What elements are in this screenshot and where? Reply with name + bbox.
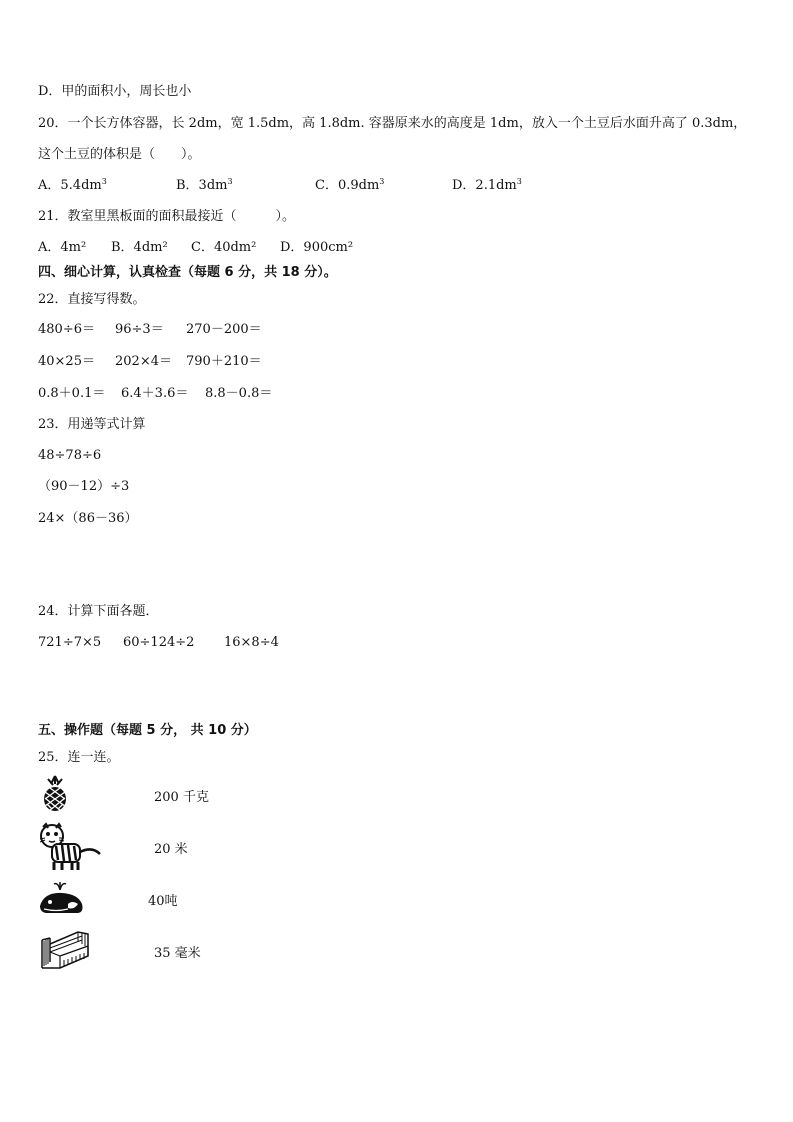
q19-option-d: D．甲的面积小，周长也小: [38, 84, 192, 99]
q22-item: 480÷6＝: [38, 322, 95, 337]
q25-answer: 35 毫米: [154, 946, 201, 961]
q20-option-a: A．$5.4dm^3$: [38, 177, 107, 193]
pineapple-icon: [38, 774, 72, 816]
q25-answer: 40吨: [148, 894, 178, 909]
q23-stem: 23．用递等式计算: [38, 417, 146, 432]
q21-option-a: A．4m²: [38, 240, 87, 255]
q22-item: 8.8－0.8＝: [205, 386, 273, 401]
q22-item: 96÷3＝: [115, 322, 164, 337]
q24-stem: 24．计算下面各题．: [38, 604, 159, 619]
q21-option-c: C．40dm²: [191, 240, 257, 255]
q24-item: 60÷124÷2: [123, 635, 195, 650]
q22-item: 40×25＝: [38, 354, 95, 369]
tiger-icon: [38, 822, 102, 876]
q20-option-b: B．$3dm^3$: [176, 177, 233, 193]
q21-option-d: D．900cm²: [280, 240, 354, 255]
q25-stem: 25．连一连。: [38, 750, 120, 765]
q21-stem: 21．教室里黑板面的面积最接近（ ）。: [38, 209, 296, 224]
q24-item: 721÷7×5: [38, 635, 102, 650]
q21-option-b: B．4dm²: [111, 240, 168, 255]
bed-icon: [38, 926, 92, 974]
q23-item: 48÷78÷6: [38, 448, 102, 463]
section-5-heading: 五、操作题（每题 5 分， 共 10 分）: [38, 723, 257, 738]
q20-option-d: D．$2.1dm^3$: [452, 177, 522, 193]
q24-item: 16×8÷4: [224, 635, 279, 650]
q22-item: 0.8＋0.1＝: [38, 386, 106, 401]
q22-item: 6.4＋3.6＝: [121, 386, 189, 401]
q22-item: 202×4＝: [115, 354, 172, 369]
q23-item: 24×（86－36）: [38, 511, 138, 526]
section-4-heading: 四、细心计算，认真检查（每题 6 分，共 18 分）。: [38, 265, 337, 280]
q23-item: （90－12）÷3: [38, 479, 130, 494]
q22-item: 270－200＝: [186, 322, 262, 337]
q20-stem-line1: 20．一个长方体容器，长 2dm，宽 1.5dm，高 1.8dm. 容器原来水的高度是 1dm，放入一个土豆后水面升高了 0.3dm，: [38, 116, 747, 131]
q25-answer: 20 米: [154, 842, 188, 857]
q22-item: 790＋210＝: [186, 354, 262, 369]
q22-stem: 22．直接写得数。: [38, 292, 146, 307]
whale-icon: [38, 878, 86, 922]
q20-option-c: C．$0.9dm^3$: [315, 177, 385, 193]
q25-answer: 200 千克: [154, 790, 209, 805]
q20-stem-line2: 这个土豆的体积是（ ）。: [38, 147, 201, 162]
